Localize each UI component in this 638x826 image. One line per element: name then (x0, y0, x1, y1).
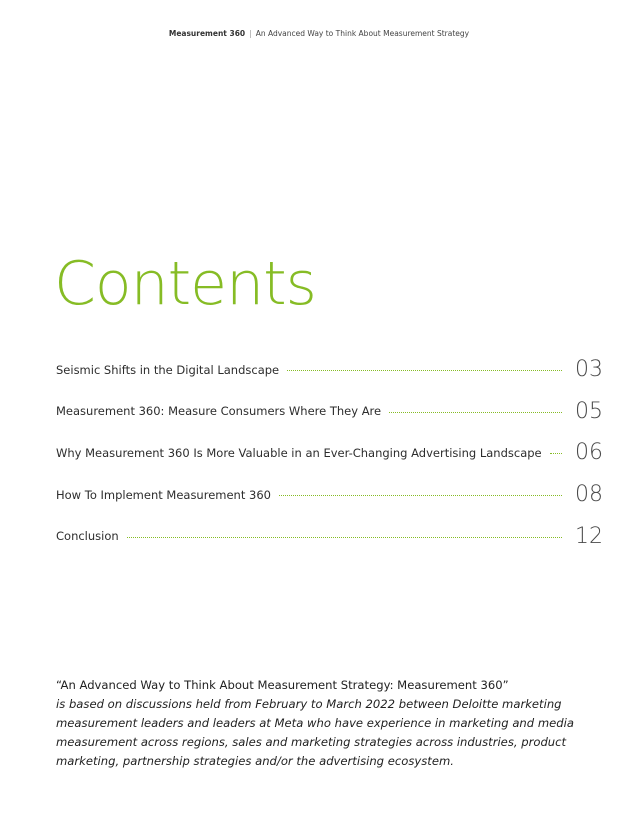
toc-entry[interactable] (56, 474, 601, 516)
toc-entry[interactable] (56, 391, 601, 433)
toc-entry-page: 08 (575, 482, 603, 508)
page-title: Contents (54, 249, 316, 319)
toc-entry-label: Measurement 360: Measure Consumers Where They Are (56, 404, 382, 419)
table-of-contents (56, 349, 601, 557)
toc-entry-page: 06 (575, 440, 603, 466)
toc-leader-dots (550, 453, 562, 454)
toc-entry-label: Seismic Shifts in the Digital Landscape (56, 362, 280, 377)
header-brand: Measurement 360 (168, 29, 246, 38)
toc-leader-dots (127, 537, 562, 538)
toc-entry[interactable] (56, 432, 601, 474)
report-note (56, 676, 576, 771)
toc-entry-page: 05 (575, 398, 603, 424)
toc-entry-label: How To Implement Measurement 360 (56, 487, 271, 502)
note-body: is based on discussions held from February to March 2022 between Deloitte marketing measurement leaders and leaders at Meta who have experience in marketing and media measurement across regions, sales and marketing strategies across industries, product marketing, partnership strategies and/or the advertising ecosystem. (56, 697, 574, 768)
header-subtitle: An Advanced Way to Think About Measurement Strategy (255, 29, 470, 38)
toc-leader-dots (287, 370, 562, 371)
running-header (0, 29, 638, 38)
toc-entry[interactable] (56, 515, 601, 557)
toc-entry-label: Conclusion (56, 529, 119, 544)
toc-leader-dots (279, 495, 562, 496)
toc-leader-dots (389, 412, 562, 413)
note-title: “An Advanced Way to Think About Measurement Strategy: Measurement 360” (56, 678, 509, 692)
toc-entry[interactable] (56, 349, 601, 391)
toc-entry-page: 03 (575, 357, 603, 383)
header-separator: | (249, 29, 252, 38)
toc-entry-label: Why Measurement 360 Is More Valuable in an Ever-Changing Advertising Landscape (56, 445, 542, 460)
toc-entry-page: 12 (575, 523, 603, 549)
